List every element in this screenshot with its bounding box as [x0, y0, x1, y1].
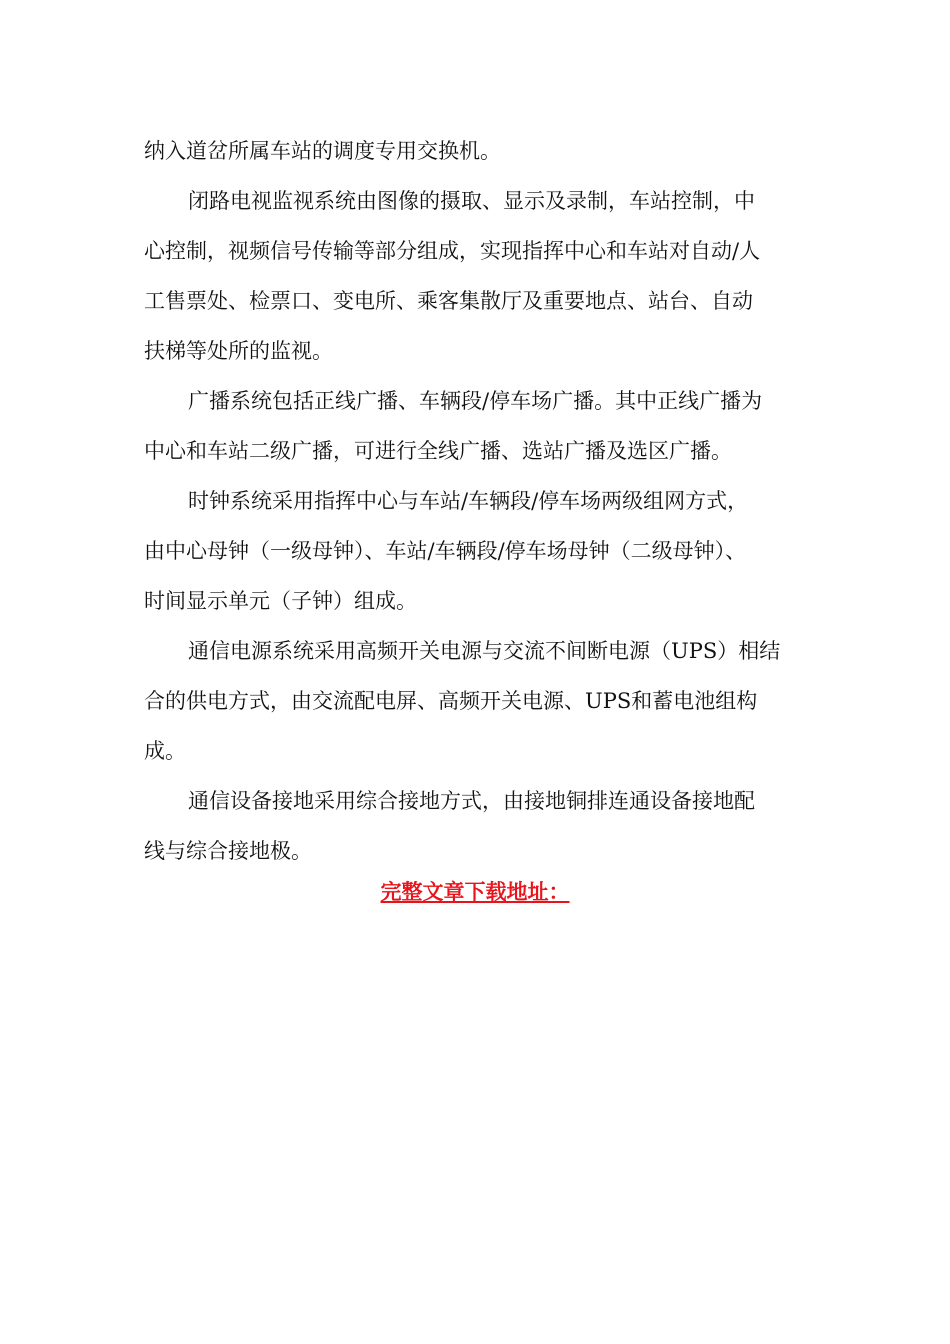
paragraph-line: 闭路电视监视系统由图像的摄取、显示及录制，车站控制，中 [188, 189, 755, 213]
paragraph-line: 合的供电方式，由交流配电屏、高频开关电源、UPS和蓄电池组构 [144, 689, 758, 713]
paragraph-line: 线与综合接地极。 [144, 839, 312, 863]
paragraph-line: 成。 [144, 739, 186, 763]
paragraph-line: 中心和车站二级广播，可进行全线广播、选站广播及选区广播。 [144, 439, 732, 463]
paragraph-line: 时钟系统采用指挥中心与车站/车辆段/停车场两级组网方式， [188, 489, 749, 513]
paragraph-line: 纳入道岔所属车站的调度专用交换机。 [144, 139, 501, 163]
paragraph-line: 工售票处、检票口、变电所、乘客集散厅及重要地点、站台、自动 [144, 289, 753, 313]
paragraph-line: 由中心母钟（一级母钟）、车站/车辆段/停车场母钟（二级母钟）、 [144, 539, 747, 563]
paragraph-line: 通信电源系统采用高频开关电源与交流不间断电源（UPS）相结 [188, 639, 781, 663]
paragraph-line: 扶梯等处所的监视。 [144, 339, 333, 363]
paragraph-line: 广播系统包括正线广播、车辆段/停车场广播。其中正线广播为 [188, 389, 763, 413]
download-link[interactable]: 完整文章下载地址： [380, 880, 570, 904]
paragraph-line: 心控制，视频信号传输等部分组成，实现指挥中心和车站对自动/人 [144, 239, 761, 263]
paragraph-line: 通信设备接地采用综合接地方式，由接地铜排连通设备接地配 [188, 789, 755, 813]
paragraph-line: 时间显示单元（子钟）组成。 [144, 589, 417, 613]
document-body [144, 126, 812, 876]
